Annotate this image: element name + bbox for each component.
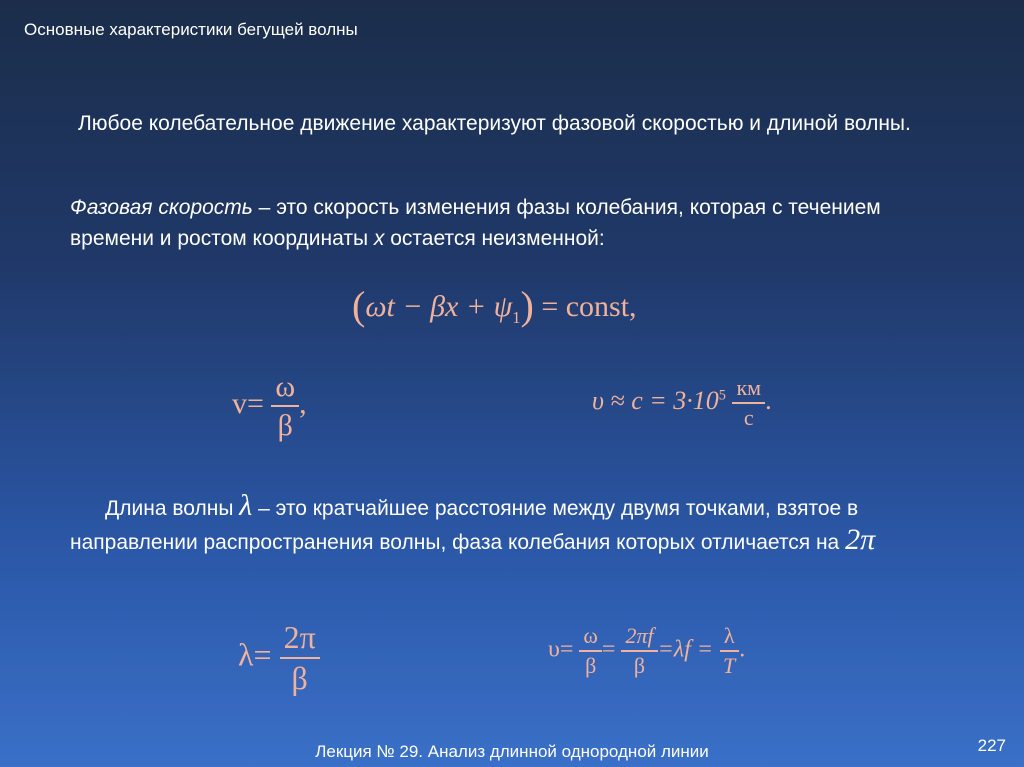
- slide-title: Основные характеристики бегущей волны: [24, 20, 358, 39]
- intro-paragraph: Любое колебательное движение характеризуют фазовой скоростью и длиной волны.: [78, 112, 911, 135]
- light-speed-formula: $\upsilon \approx c = 3\cdot 10^5$ $\frac{км}{с}$ .: [592, 375, 772, 431]
- phase-velocity-term: Фазовая скорость: [70, 196, 253, 219]
- km-per-s: $\frac{км}{с}$: [732, 376, 765, 430]
- phase-velocity-formula: v= $\frac{\omega}{\beta}$ ,: [232, 370, 307, 442]
- lambda-symbol: λ: [239, 489, 253, 522]
- definition-text-b: остается неизменной:: [384, 227, 605, 250]
- omega-over-beta: $\frac{\omega}{\beta}$: [271, 370, 299, 442]
- lecture-footer: Лекция № 29. Анализ длинной однородной линии: [315, 742, 709, 761]
- definition-text-a: – это скорость изменения фазы колебания, которая с течением времени и ростом координаты: [70, 196, 881, 250]
- two-pi-over-beta: $\frac{2\pi}{\beta}$: [280, 620, 320, 696]
- wavelength-definition: Длина волны λ – это кратчайшее расстояние между двумя точками, взятое в направлении распространения волны, фаза колебания которых отличается на 2π: [70, 489, 876, 556]
- phase-velocity-definition: [70, 192, 946, 254]
- variable-x: x: [373, 227, 385, 250]
- two-pi-symbol: 2π: [845, 523, 876, 556]
- velocity-relations-formula: υ= $\frac{\omega}{\beta}$ = $\frac{2\pi f}{\beta}$ =λf = $\frac{\lambda}{T}$ .: [548, 623, 746, 679]
- wavelength-formula: λ= $\frac{2\pi}{\beta}$: [238, 620, 320, 696]
- phase-constant-formula: $(\omega t - \beta x + \psi_1)$ = const,: [352, 283, 637, 328]
- page-number: 227: [977, 736, 1006, 755]
